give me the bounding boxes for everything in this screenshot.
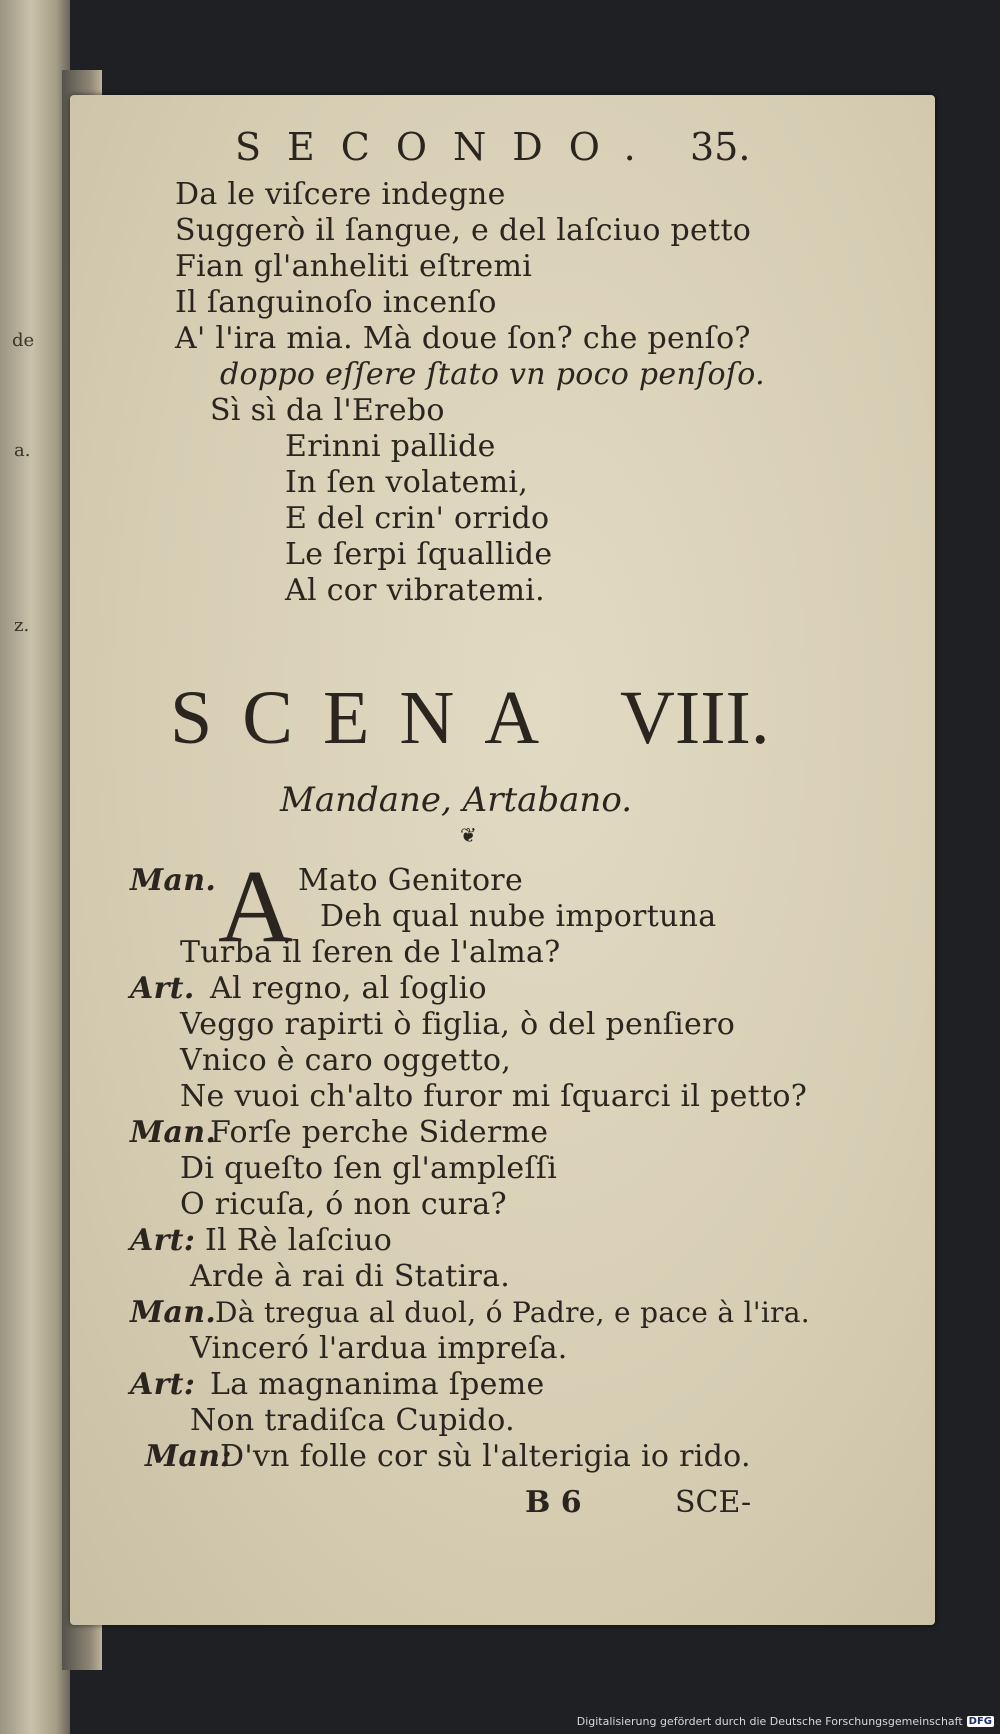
scene-number: VIII. <box>620 676 770 760</box>
dialogue-line: Di queſto ſen gl'ampleſſi <box>180 1151 558 1186</box>
verse-line: Da le viſcere indegne <box>175 177 506 212</box>
edge-mark: de <box>12 330 35 351</box>
speaker-label: Man: <box>145 1439 232 1474</box>
aria-line: Al cor vibratemi. <box>285 573 545 608</box>
speaker-label: Art: <box>130 1223 196 1258</box>
scene-heading: SCENA <box>170 676 570 760</box>
book-page <box>70 95 935 1625</box>
scene-characters: Mandane, Artabano. <box>280 780 633 820</box>
dialogue-line: Veggo rapirti ò figlia, ò del penſiero <box>180 1007 736 1042</box>
dialogue-line: D'vn folle cor sù l'alterigia io rido. <box>220 1439 751 1474</box>
drop-cap: A <box>218 849 294 964</box>
dialogue-line: Dà tregua al duol, ó Padre, e pace à l'ira. <box>215 1296 810 1329</box>
dialogue-line: Mato Genitore <box>298 863 524 898</box>
dfg-logo-icon: DFG <box>968 1715 992 1727</box>
aria-line: Le ſerpi ſquallide <box>285 537 553 572</box>
speaker-label: Art. <box>130 971 195 1006</box>
edge-mark: a. <box>14 440 31 461</box>
credit-text: Digitalisierung gefördert durch die Deutsche Forschungsgemeinschaft <box>576 1714 963 1728</box>
verse-line: Fian gl'anheliti eſtremi <box>175 249 533 284</box>
dialogue-line: Il Rè laſciuo <box>205 1223 393 1258</box>
verse-line: Suggerò il ſangue, e del laſciuo petto <box>175 213 752 248</box>
catchword: SCE- <box>675 1485 752 1520</box>
digitization-credit <box>577 1712 994 1730</box>
aria-line: Erinni pallide <box>285 429 496 464</box>
running-title: SECONDO. <box>235 125 662 169</box>
dialogue-line: La magnanima ſpeme <box>210 1367 545 1402</box>
aria-line: Sì sì da l'Erebo <box>210 393 445 428</box>
dialogue-line: Non tradiſca Cupido. <box>190 1403 515 1438</box>
previous-page-edge <box>0 0 70 1734</box>
dialogue-line: Forſe perche Siderme <box>210 1115 549 1150</box>
page-number: 35. <box>690 125 751 169</box>
verse-line: A' l'ira mia. Mà doue ſon? che penſo? <box>175 321 751 356</box>
dialogue-line: Vnico è caro oggetto, <box>180 1043 512 1078</box>
signature-mark: B 6 <box>525 1485 582 1520</box>
speaker-label: Art: <box>130 1367 196 1402</box>
speaker-label: Man. <box>130 1295 217 1330</box>
stage-direction: doppo eſſere ſtato vn poco penſoſo. <box>220 357 765 392</box>
dialogue-line: Turba il ſeren de l'alma? <box>180 935 561 970</box>
aria-line: In ſen volatemi, <box>285 465 529 500</box>
dialogue-line: Deh qual nube importuna <box>320 899 717 934</box>
speaker-label: Man. <box>130 1115 217 1150</box>
dialogue-line: Arde à rai di Statira. <box>190 1259 511 1294</box>
speaker-label: Man. <box>130 863 217 898</box>
dialogue-line: Ne vuoi ch'alto furor mi ſquarci il petto? <box>180 1079 808 1114</box>
ornament-icon: ❦ <box>460 823 477 847</box>
edge-mark: z. <box>14 615 30 636</box>
dialogue-line: Al regno, al ſoglio <box>210 971 487 1006</box>
dialogue-line: O ricuſa, ó non cura? <box>180 1187 507 1222</box>
verse-line: Il ſanguinoſo incenſo <box>175 285 497 320</box>
dialogue-line: Vinceró l'ardua impreſa. <box>190 1331 568 1366</box>
aria-line: E del crin' orrido <box>285 501 550 536</box>
